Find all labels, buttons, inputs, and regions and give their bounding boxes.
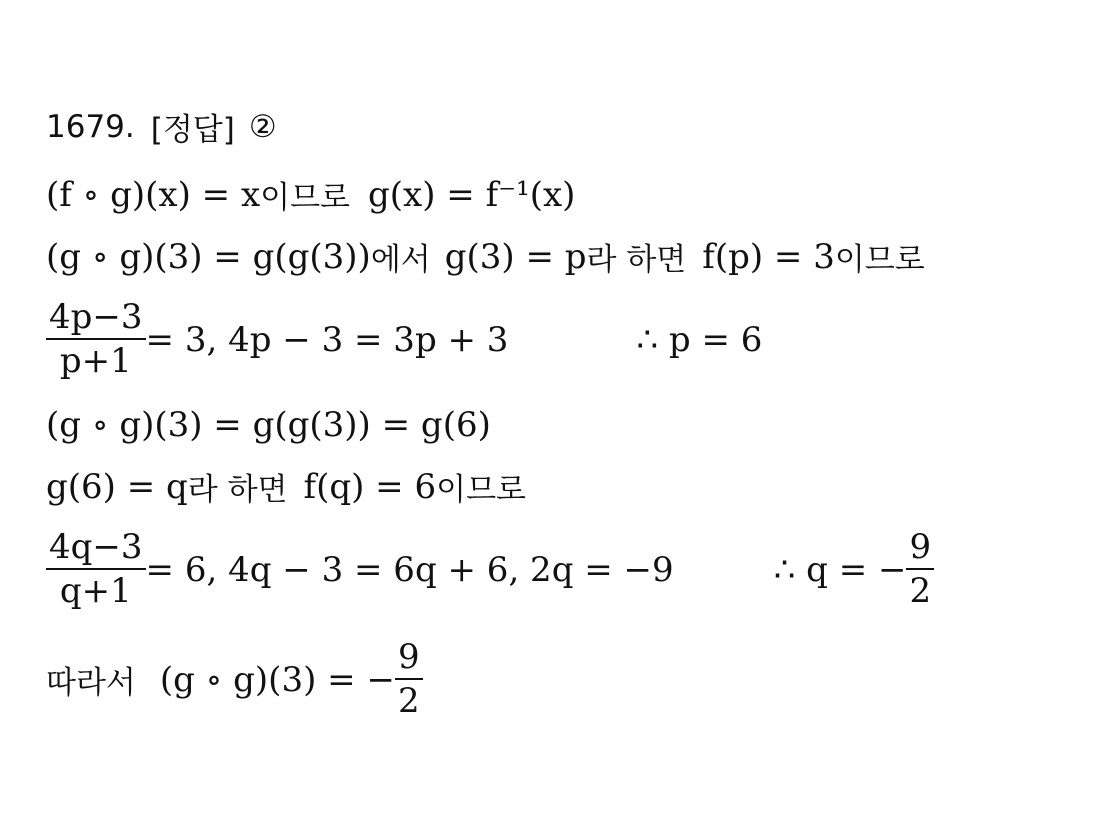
math-expression: (g ∘ g)(3) = g(g(3)) — [46, 236, 371, 277]
korean-text: 이므로 — [436, 472, 526, 508]
solution-line-5 — [46, 464, 526, 509]
math-expression: g(6) = q — [46, 466, 188, 507]
problem-header — [46, 104, 277, 149]
fraction — [395, 638, 423, 721]
korean-text: 이므로 — [834, 242, 925, 278]
solution-line-1 — [46, 172, 575, 217]
fraction — [906, 528, 934, 611]
fraction-denominator: p+1 — [59, 341, 132, 382]
math-expression: = 6, 4q − 3 = 6q + 6, 2q = −9 — [145, 549, 674, 590]
conclusion: ∴ p = 6 — [636, 319, 763, 360]
fraction-denominator: 2 — [909, 571, 932, 612]
solution-line-2 — [46, 234, 925, 279]
korean-text: 라 하면 — [586, 242, 687, 278]
fraction-numerator: 9 — [909, 527, 932, 567]
fraction — [46, 528, 146, 611]
fraction-denominator: q+1 — [59, 571, 132, 612]
problem-number: 1679. — [46, 108, 135, 145]
answer-tag: [정답] — [150, 112, 235, 148]
solution-line-6 — [46, 528, 934, 611]
math-expression: g(3) = p — [444, 236, 587, 277]
fraction — [46, 298, 146, 381]
math-expression: f(p) = 3 — [702, 236, 835, 277]
math-expression: (f ∘ g)(x) = x — [46, 174, 261, 215]
answer-value: ② — [248, 108, 277, 145]
solution-line-4 — [46, 405, 491, 445]
fraction-numerator: 4p−3 — [49, 297, 143, 337]
math-expression: f(q) = 6 — [303, 466, 437, 507]
conclusion: ∴ q = − — [773, 549, 907, 590]
fraction-denominator: 2 — [397, 681, 420, 722]
math-expression: (g ∘ g)(3) = g(g(3)) = g(6) — [46, 405, 491, 445]
math-expression: g(x) = f⁻¹(x) — [368, 174, 576, 215]
korean-text: 따라서 — [46, 665, 136, 702]
korean-text: 에서 — [370, 242, 431, 278]
solution-line-7 — [46, 638, 423, 721]
math-expression: (g ∘ g)(3) = − — [159, 659, 395, 700]
fraction-numerator: 4q−3 — [49, 527, 143, 567]
korean-text: 라 하면 — [187, 472, 288, 508]
math-expression: = 3, 4p − 3 = 3p + 3 — [145, 319, 509, 360]
fraction-numerator: 9 — [397, 637, 420, 677]
solution-line-3 — [46, 298, 762, 381]
korean-text: 이므로 — [260, 180, 350, 216]
